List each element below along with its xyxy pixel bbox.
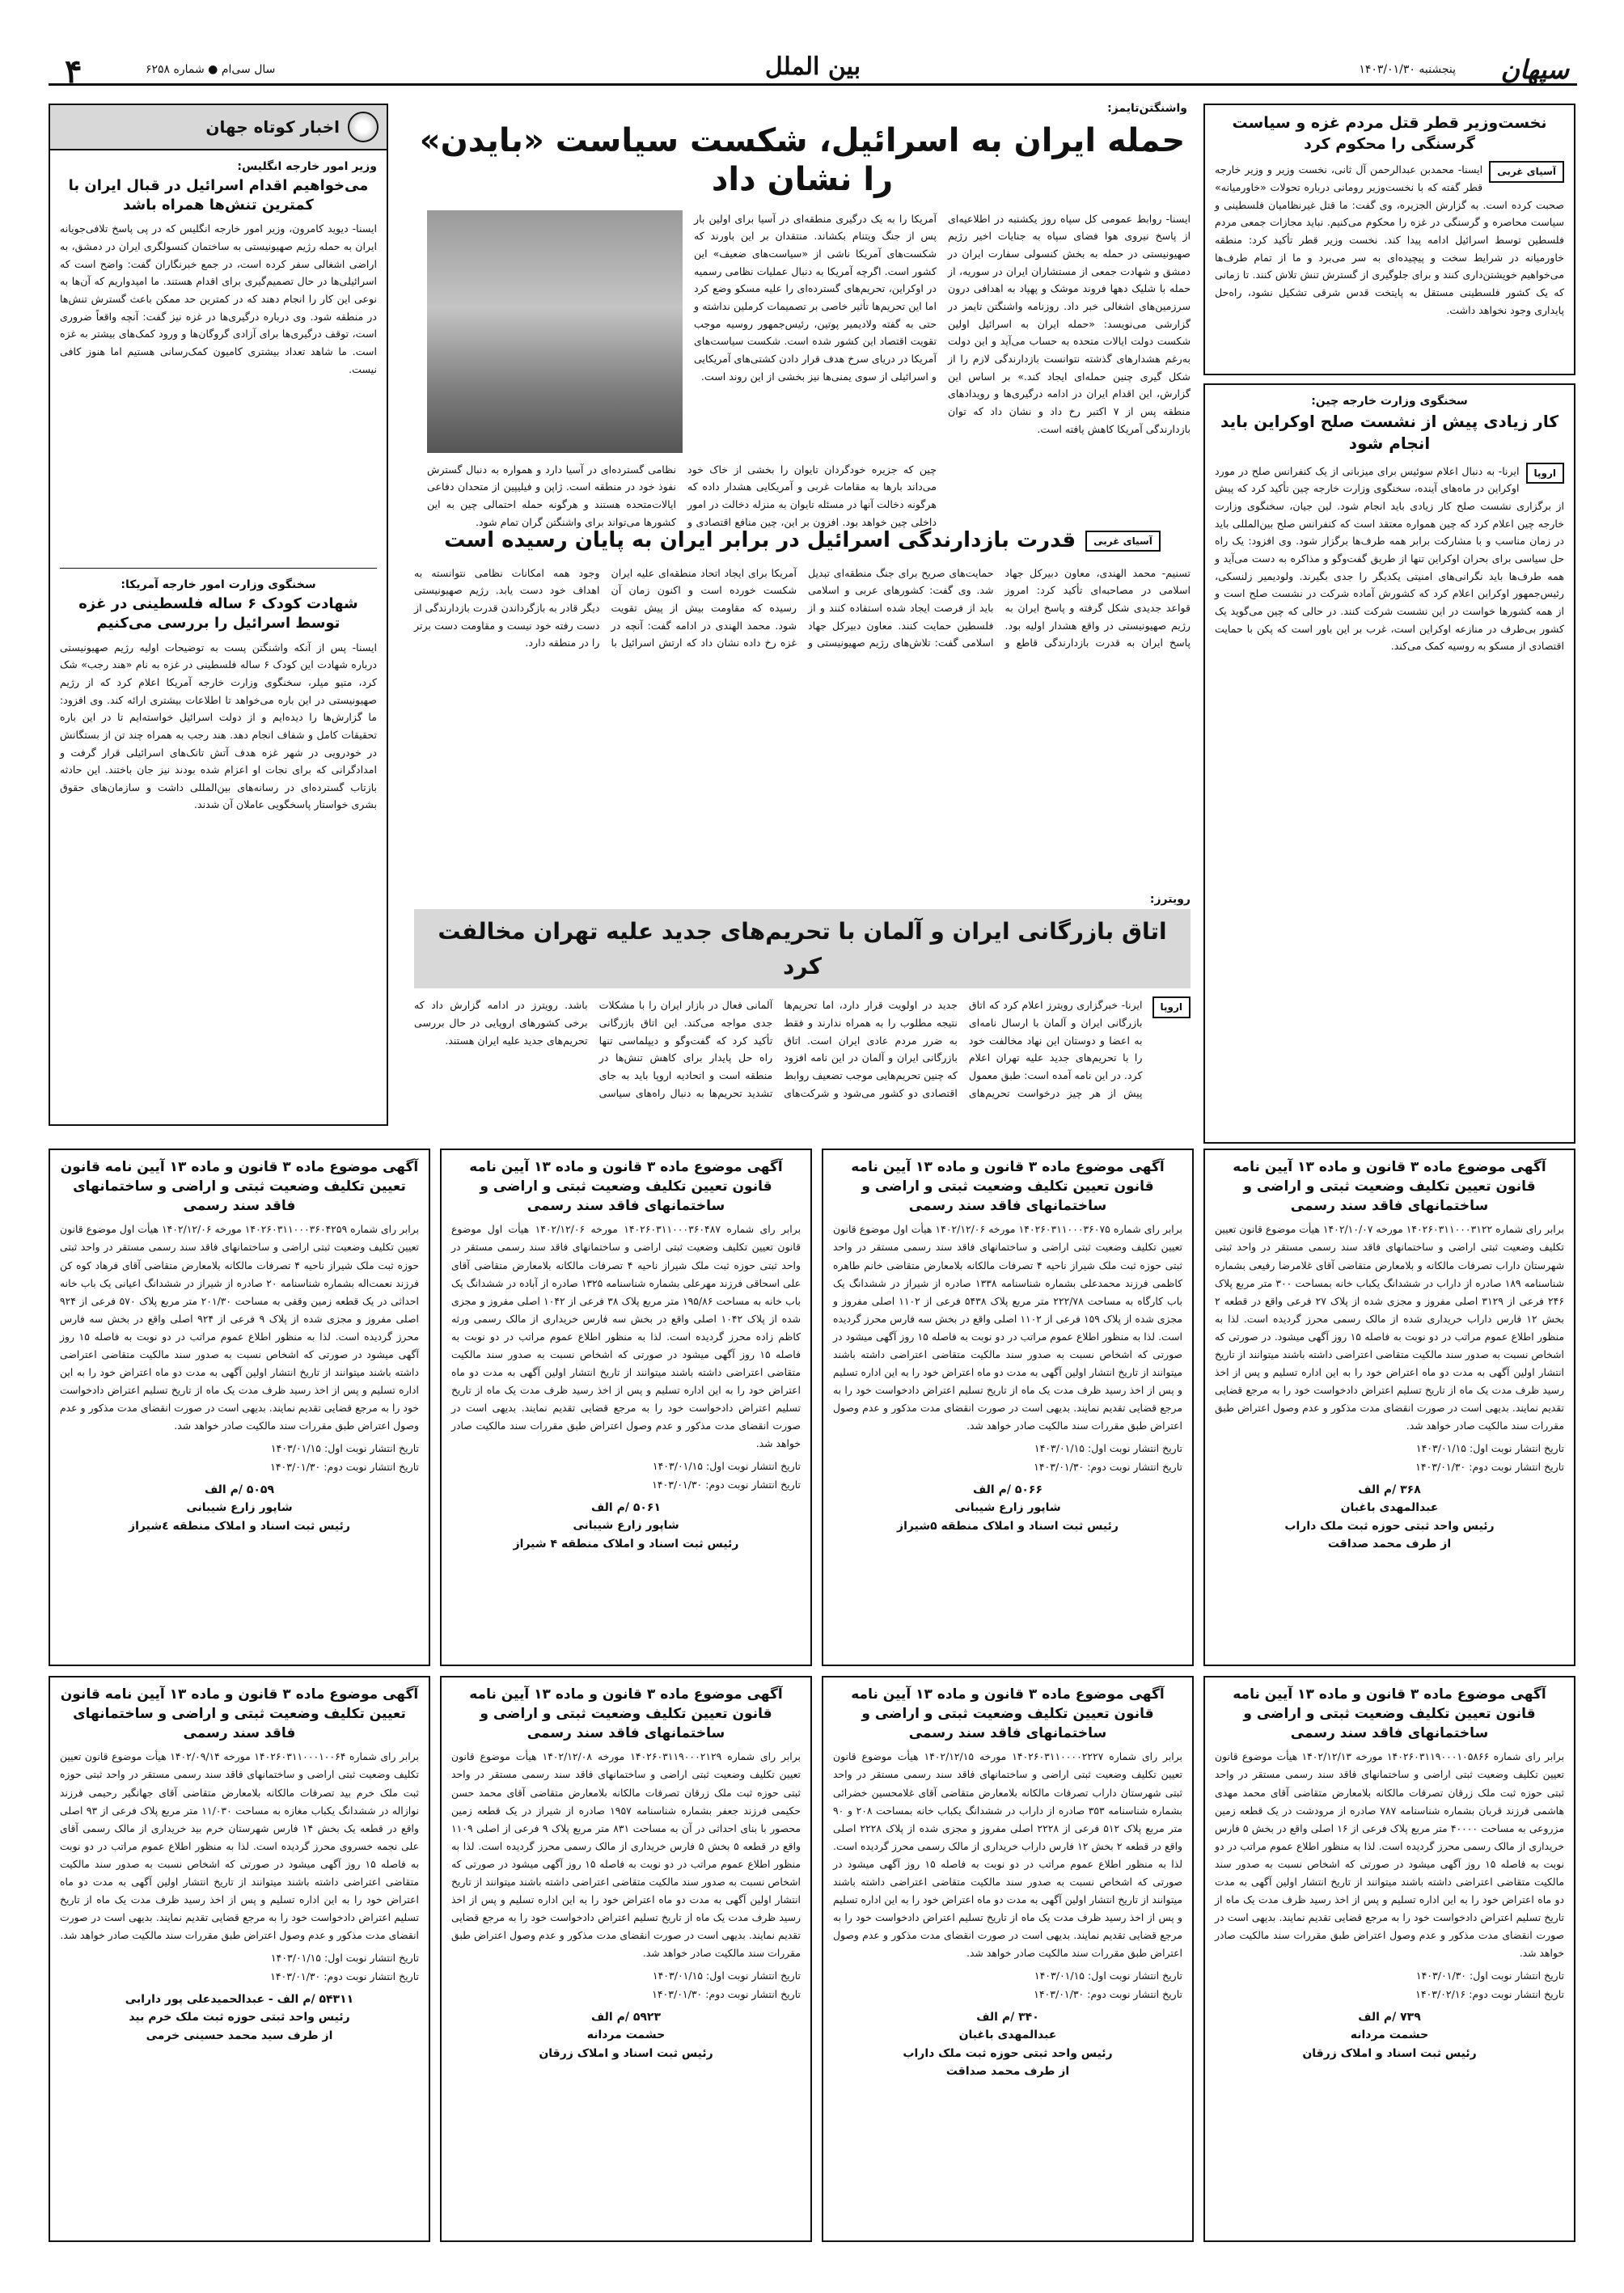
notice-6 <box>822 1676 1194 2242</box>
notice-5-sign3: رئیس ثبت اسناد و املاک زرقان <box>1302 2046 1477 2060</box>
short-news-body2: ایسنا- پس از آنکه واشنگتن پست به توضیحات اولیه رژیم صهیونیستی درباره شهادت این کودک ۶ ساله فلسطینی در غزه به نام «هند رجب» شک کرد، متیو میلر، سخنگوی وزارت خارجه آمریکا اعلام کرد که از رژیم صهیونیستی در این باره می‌خواهد تا اطلاعات بیشتری ارائه کند. وی افزود: ما گزارش‌ها را دیده‌ایم و از دولت اسرائیل خواسته‌ایم تا در این باره تحقیقات کامل و شفاف انجام دهد. هند رجب به همراه چند تن از بستگانش در خودرویی در شهر غزه هدف آتش تانک‌های اسرائیلی قرار گرفت و امدادگرانی که برای نجات او اعزام شده بودند نیز جان باختند. این حادثه بازتاب گسترده‌ای در رسانه‌های بین‌المللی داشت و سازمان‌های حقوق بشری خواستار پاسخگویی عاملان آن شدند. <box>60 641 377 811</box>
notice-2-sign3: رئیس ثبت اسناد و املاک منطقه ۵شیراز <box>897 1519 1119 1533</box>
notice-5-sign2: حشمت مردانه <box>1350 2029 1429 2042</box>
notice-2-date1: تاریخ انتشار نوبت اول: ۱۴۰۳/۰۱/۱۵ <box>1034 1442 1182 1455</box>
notice-7-sign1: ۵۹۲۳ /م الف <box>590 2010 662 2024</box>
short-news-body1: ایسنا- دیوید کامرون، وزیر امور خارجه انگلیس که در پی پاسخ تلافی‌جویانه ایران به حمله رژیم صهیونیستی به ساختمان کنسولگری ایران در دمشق، به اراضی اشغالی سفر کرده است، در جمع خبرنگاران گفت: واضح است که اسرائیلی‌ها در حال تصمیم‌گیری برای اقدام هستند. ما امیدواریم که آن‌ها به نوعی این کار را انجام دهند که در کمترین حد ممکن باعث گسترش تنش‌ها در منطقه شود. وی درباره درگیری‌ها در غزه نیز گفت: آنچه واقعاً ضروری است، توقف درگیری‌ها برای آزادی گروگان‌ها و ورود کمک‌های بیشتر به غزه است. ما شاهد تعداد بیشتری کامیون کمک‌رسانی هستیم اما هنوز کافی نیست. <box>60 222 377 375</box>
short-news-kicker2: سخنگوی وزارت امور خارجه آمریکا: <box>121 578 316 592</box>
notice-5-title: آگهی موضوع ماده ۳ قانون و ماده ۱۳ آیین نامه قانون تعیین تکلیف وضعیت ثبتی و اراضی و ساختمانهای فاقد سند رسمی <box>1233 1686 1546 1741</box>
notice-6-title: آگهی موضوع ماده ۳ قانون و ماده ۱۳ آیین نامه قانون تعیین تکلیف وضعیت ثبتی و اراضی و ساختمانهای فاقد سند رسمی <box>851 1686 1165 1741</box>
notice-2-body: برابر رای شماره ۱۴۰۲۶۰۳۱۱۰۰۰۳۶۰۷۵ مورخه ۱۴۰۲/۱۲/۰۶ هیأت اول موضوع قانون تعیین تکلیف وضعیت ثبتی اراضی و ساختمانهای فاقد سند رسمی مستقر در واحد ثبتی حوزه ثبت ملک شیراز ناحیه ۴ تصرفات مالکانه بلامعارض متقاضی خانم طاهره کاظمی فرزند محمدعلی بشماره شناسنامه ۱۳۳۸ صادره از شیراز در ششدانگ یک باب کارگاه به مساحت ۲۲۲/۷۸ متر مربع پلاک ۵۴۳۸ فرعی از ۱۱۰۲ اصلی مفروز و مجزی شده از پلاک ۱۵۹ فرعی از ۱۱۰۲ اصلی واقع در بخش سه فارس محرز گردیده است. لذا به منظور اطلاع عموم مراتب در دو نوبت به فاصله ۱۵ روز آگهی میشود در صورتی که اشخاص نسبت به صدور سند مالکیت متقاضی اعتراضی داشته باشند میتوانند از تاریخ انتشار اولین آگهی به مدت دو ماه اعتراض خود را به این اداره تسلیم و پس از اخذ رسید ظرف مدت یک ماه از تاریخ تسلیم اعتراض دادخواست خود را به مرجع قضایی تقدیم نمایند. بدیهی است در صورت انقضای مدت مذکور و عدم وصول اعتراض طبق مقررات سند مالکیت صادر خواهد شد. <box>833 1223 1182 1432</box>
notice-1-body: برابر رای شماره ۱۴۰۲۶۰۳۱۱۰۰۰۳۱۲۲ مورخه ۱۴۰۲/۱۰/۰۷ هیأت موضوع قانون تعیین تکلیف وضعیت ثبتی اراضی و ساختمانهای فاقد سند رسمی مستقر در واحد ثبتی شهرستان داراب تصرفات مالکانه و بلامعارض متقاضی آقای غلامرضا رفیعی بشماره شناسنامه ۱۸۹ صادره از داراب در ششدانگ یکباب خانه بمساحت ۳۰۰ متر مربع پلاک ۲۴۶ فرعی از ۳۱۲۹ اصلی مفروز و مجزی شده از پلاک ۲۷ فرعی واقع در قطعه ۲ بخش ۱۲ فارس داراب خریداری شده از مالک رسمی محرز گردیده است. لذا به منظور اطلاع عموم مراتب در دو نوبت به فاصله ۱۵ روز آگهی میشود. در صورتی که اشخاص نسبت به صدور سند مالکیت متقاضی اعتراضی داشته باشند میتوانند از تاریخ انتشار اولین آگهی به مدت دو ماه اعتراض خود را به این اداره تسلیم و پس از اخذ رسید ظرف مدت یک ماه از تاریخ تسلیم اعتراض دادخواست خود را به مرجع قضایی تقدیم نمایند. بدیهی است در صورت انقضای مدت مذکور و عدم وصول اعتراض طبق مقررات سند مالکیت صادر خواهد شد. <box>1215 1223 1565 1432</box>
short-news-title: اخبار کوتاه جهان <box>205 116 340 137</box>
chamber-headline: اتاق بازرگانی ایران و آلمان با تحریم‌های جدید علیه تهران مخالفت کرد <box>414 909 1191 989</box>
notice-7-sign2: حشمت مردانه <box>586 2029 666 2042</box>
page-number: ۴ <box>65 53 82 91</box>
short-news-headline2: شهادت کودک ۶ ساله فلسطینی در غزه توسط اسرائیل را بررسی می‌کنیم <box>78 594 358 632</box>
main-article <box>414 100 1191 528</box>
notice-7-title: آگهی موضوع ماده ۳ قانون و ماده ۱۳ آیین نامه قانون تعیین تکلیف وضعیت ثبتی و اراضی و ساختمانهای فاقد سند رسمی <box>469 1686 783 1741</box>
notice-8-date1: تاریخ انتشار نوبت اول: ۱۴۰۳/۰۱/۱۵ <box>270 1952 419 1965</box>
notice-5-date2: تاریخ انتشار نوبت دوم: ۱۴۰۳/۰۲/۱۶ <box>1415 1987 1564 2000</box>
notice-8-title: آگهی موضوع ماده ۳ قانون و ماده ۱۳ آیین نامه قانون تعیین تکلیف وضعیت ثبتی و اراضی و ساختمانهای فاقد سند رسمی <box>60 1686 419 1741</box>
chamber-body: ایرنا- خبرگزاری رویترز اعلام کرد که اتاق بازرگانی ایران و آلمان با ارسال نامه‌ای به اعضا و دوستان این نهاد مخالفت خود را با تحریم‌های جدید علیه تهران اعلام کرد. در این نامه آمده است: طبق معمول پیش از هر چیز درخواست تحریم‌های جدید در اولویت قرار دارد، اما تحریم‌ها نتیجه مطلوب را به همراه ندارند و فقط به ضرر مردم عادی ایران است. اتاق بازرگانی ایران و آلمان در این نامه افزود که چنین تحریم‌هایی موجب تضعیف روابط اقتصادی دو کشور می‌شود و شرکت‌های آلمانی فعال در بازار ایران را با مشکلات جدی مواجه می‌کند. این اتاق بازرگانی تأکید کرد که گفت‌وگو و دیپلماسی تنها راه حل پایدار برای کاهش تنش‌ها در منطقه است و اتحادیه اروپا باید به جای تشدید تحریم‌ها به دنبال راه‌های سیاسی باشد. رویترز در ادامه گزارش داد که برخی کشورهای اروپایی در حال بررسی تحریم‌های جدید علیه ایران هستند. <box>414 999 1143 1099</box>
main-article-headline: حمله ایران به اسرائیل، شکست سیاست «بایدن» را نشان داد <box>419 121 1186 198</box>
notice-6-date2: تاریخ انتشار نوبت دوم: ۱۴۰۳/۰۱/۳۰ <box>1034 1987 1182 2000</box>
notice-5-body: برابر رای شماره ۱۴۰۲۶۰۳۱۱۹۰۰۰۱۰۵۸۶۶ مورخه ۱۴۰۲/۱۲/۱۳ هیأت موضوع قانون تعیین تکلیف وضعیت ثبتی اراضی و ساختمانهای فاقد سند رسمی مستقر در واحد ثبتی حوزه ثبت ملک زرقان تصرفات مالکانه بلامعارض متقاضی آقای محمد مهدی هاشمی فرزند قربان بشماره شناسنامه ۷۸۷ صادره از مرودشت در یک قطعه زمین مزروعی به مساحت ۴۰۰۰۰ متر مربع پلاک فرعی از ۱۶ اصلی واقع در بخش ۵ فارس خریداری از مالک رسمی محرز گردیده است. لذا به منظور اطلاع عموم مراتب در دو نوبت به فاصله ۱۵ روز آگهی میشود در صورتی که اشخاص نسبت به صدور سند مالکیت متقاضی اعتراضی داشته باشند میتوانند از تاریخ انتشار اولین آگهی به مدت دو ماه اعتراض خود را به این اداره تسلیم و پس از اخذ رسید ظرف مدت یک ماه از تاریخ تسلیم اعتراض دادخواست خود را به مرجع قضایی تقدیم نمایند. بدیهی است در صورت انقضای مدت مذکور و عدم وصول اعتراض طبق مقررات سند مالکیت صادر خواهد شد. <box>1215 1750 1565 1960</box>
notice-4-sign1: ۵۰۵۹ /م الف <box>204 1483 275 1496</box>
notice-8-body: برابر رای شماره ۱۴۰۲۶۰۳۱۱۰۰۰۱۰۰۶۴ مورخه ۱۴۰۲/۰۹/۱۴ هیأت موضوع قانون تعیین تکلیف وضعیت ثبتی اراضی و ساختمانهای فاقد سند رسمی مستقر در واحد ثبتی حوزه ثبت ملک خرم بید تصرفات مالکانه بلامعارض متقاضی آقای جهانگیر رحیمی فرزند نوازاله در ششدانگ یکباب مغازه به مساحت ۱۱/۰۳۰ متر مربع پلاک فرعی از ۹۳ اصلی واقع در قطعه یک بخش ۱۴ فارس شهرستان خرم بید خریداری از مالک رسمی آقای علی نجمه خسروی محرز گردیده است. لذا به منظور اطلاع عموم مراتب در دو نوبت به فاصله ۱۵ روز آگهی میشود در صورتی که اشخاص نسبت به صدور سند مالکیت متقاضی اعتراضی داشته باشند میتوانند از تاریخ انتشار اولین آگهی به مدت دو ماه اعتراض خود را به این اداره تسلیم و پس از اخذ رسید ظرف مدت یک ماه از تاریخ تسلیم اعتراض دادخواست خود را به مرجع قضایی تقدیم نمایند. بدیهی است در صورت انقضای مدت مذکور و عدم وصول اعتراض طبق مقررات سند مالکیت صادر خواهد شد. <box>60 1750 420 1942</box>
notice-1 <box>1203 1149 1575 1666</box>
notice-2-title: آگهی موضوع ماده ۳ قانون و ماده ۱۳ آیین نامه قانون تعیین تکلیف وضعیت ثبتی و اراضی و ساختمانهای فاقد سند رسمی <box>851 1159 1165 1214</box>
section-title: بین الملل <box>764 53 861 81</box>
divider <box>60 568 377 569</box>
notice-2-date2: تاریخ انتشار نوبت دوم: ۱۴۰۳/۰۱/۳۰ <box>1034 1460 1182 1473</box>
notice-6-body: برابر رای شماره ۱۴۰۲۶۰۳۱۱۰۰۰۰۲۲۲۷ مورخه ۱۴۰۲/۱۲/۱۵ هیأت موضوع قانون تعیین تکلیف وضعیت ثبتی اراضی و ساختمانهای فاقد سند رسمی مستقر در واحد ثبتی شهرستان داراب تصرفات مالکانه بلامعارض متقاضی آقای غلامحسین خضرائی بشماره شناسنامه ۳۵۳ صادره از داراب در ششدانگ یکباب خانه بمساحت ۲۰۸ و ۹۰ متر مربع پلاک ۵۱۲ فرعی از ۲۲۲۸ اصلی مفروز و مجزی شده از پلاک ۲۲۲۸ اصلی واقع در قطعه ۲ بخش ۱۲ فارس داراب خریداری از مالک رسمی محرز گردیده است. لذا به منظور اطلاع عموم مراتب در دو نوبت به فاصله ۱۵ روز آگهی میشود در صورتی که اشخاص نسبت به صدور سند مالکیت متقاضی اعتراضی داشته باشند میتوانند از تاریخ انتشار اولین آگهی به مدت دو ماه اعتراض خود را به این اداره تسلیم و پس از اخذ رسید ظرف مدت یک ماه از تاریخ تسلیم اعتراض دادخواست خود را به مرجع قضایی تقدیم نمایند. بدیهی است در صورت انقضای مدت مذکور و عدم وصول اعتراض طبق مقررات سند مالکیت صادر خواهد شد. <box>833 1750 1183 1960</box>
notice-2-sign1: ۵۰۶۶ /م الف <box>972 1483 1043 1496</box>
newspaper-logo: سپهان <box>1500 54 1569 85</box>
notice-6-sign2: عبدالمهدی باغبان <box>958 2029 1057 2042</box>
chamber-tag: اروپا <box>1152 996 1191 1018</box>
page-header <box>49 47 1577 91</box>
notice-4-date1: تاریخ انتشار نوبت اول: ۱۴۰۳/۰۱/۱۵ <box>270 1442 419 1455</box>
notice-2-sign2: شاپور زارع شیبانی <box>954 1501 1061 1515</box>
notice-8-date2: تاریخ انتشار نوبت دوم: ۱۴۰۳/۰۱/۳۰ <box>270 1969 419 1982</box>
notice-1-title: آگهی موضوع ماده ۳ قانون و ماده ۱۳ آیین نامه قانون تعیین تکلیف وضعیت ثبتی و اراضی و ساختمانهای فاقد سند رسمی <box>1233 1159 1546 1214</box>
notice-1-date2: تاریخ انتشار نوبت دوم: ۱۴۰۳/۰۱/۳۰ <box>1415 1460 1564 1473</box>
main-article-col3: چین که جزیره خودگردان تایوان را بخشی از خاک خود می‌داند بارها به مقامات غربی و آمریکایی هشدار داده که هرگونه دخالت آنها در مسئله تایوان به منزله دخالت در امور داخلی چین خواهد بود. افزون بر این، چین منافع اقتصادی و نظامی گسترده‌ای در آسیا دارد و همواره به دنبال گسترش نفوذ خود در منطقه است. ژاپن و فیلیپین از متحدان دفاعی ایالات‌متحده هستند و هرگونه حمله احتمالی چین به این کشورها می‌تواند برای واشنگتن گران تمام شود. <box>427 463 937 528</box>
notice-5 <box>1203 1676 1575 2242</box>
chamber-article <box>414 891 1191 1134</box>
notice-7-date1: تاریخ انتشار نوبت اول: ۱۴۰۳/۰۱/۱۵ <box>652 1969 801 1982</box>
main-article-kicker: واشنگتن‌تایمز: <box>1107 102 1187 115</box>
short-news-kicker1: وزیر امور خارجه انگلیس: <box>237 160 377 173</box>
notice-4-sign2: شاپور زارع شیبانی <box>186 1501 293 1515</box>
main-article-col2: آمریکا را به یک درگیری منطقه‌ای در آسیا برای اولین بار پس از جنگ ویتنام بکشاند. منتقدان بر این باورند که شکست‌های آمریکا ناشی از «سیاست‌های ضعیف» این کشور است. اگرچه آمریکا به دنبال عملیات نظامی رسمیه در اوکراین، تحریم‌های گسترده‌ای را علیه مسکو وضع کرد اما این تحریم‌ها تأثیر خاصی بر تصمیمات کرملین نداشته و حتی به گفته ولادیمیر پوتین، رئیس‌جمهور روسیه موجب تقویت اقتصاد این کشور شده است. شکست سیاست‌های آمریکا در دریای سرخ هدف قرار دادن کشتی‌های آمریکایی و اسرائیلی از سوی یمنی‌ها نیز بخشی از این روند است. <box>694 212 937 383</box>
notice-3-sign3: رئیس ثبت اسناد و املاک منطقه ۴ شیراز <box>513 1537 739 1551</box>
notice-6-sign4: از طرف محمد صداقت <box>945 2065 1070 2078</box>
notice-7-body: برابر رای شماره ۱۴۰۲۶۰۳۱۱۹۰۰۰۲۱۲۹ مورخه ۱۴۰۲/۱۲/۰۸ هیأت موضوع قانون تعیین تکلیف وضعیت ثبتی اراضی و ساختمانهای فاقد سند رسمی مستقر در واحد ثبتی حوزه ثبت ملک زرقان تصرفات مالکانه بلامعارض متقاضی آقای محمد حسن حکیمی فرزند جعفر بشماره شناسنامه ۱۹۵۷ صادره از شیراز در یک قطعه زمین محصور با بنای احداثی در آن به مساحت ۸۳۱ متر مربع پلاک ۹ فرعی از اصلی ۱۱۰۹ واقع در قطعه ۵ بخش ۵ فارس خریداری از مالک رسمی محرز گردیده است. لذا به منظور اطلاع عموم مراتب در دو نوبت به فاصله ۱۵ روز آگهی میشود در صورتی که اشخاص نسبت به صدور سند مالکیت متقاضی اعتراضی داشته باشند میتوانند از تاریخ انتشار اولین آگهی به مدت دو ماه اعتراض خود را به این اداره تسلیم و پس از اخذ رسید ظرف مدت یک ماه از تاریخ تسلیم اعتراض دادخواست خود را به مرجع قضایی تقدیم نمایند. بدیهی است در صورت انقضای مدت مذکور و عدم وصول اعتراض طبق مقررات سند مالکیت صادر خواهد شد. <box>451 1750 801 1960</box>
missile-launch-photo <box>427 210 683 453</box>
main-article-col1: ایسنا- روابط عمومی کل سپاه روز یکشنبه در اطلاعیه‌ای از پاسخ نیروی هوا فضای سپاه به جنایات اخیر رژیم صهیونیستی در حمله به بخش کنسولی سفارت ایران در دمشق و شهادت جمعی از مستشاران ایران در سوریه، از حمله با شلیک دهها فروند موشک و پهپاد به اهدافی درون سرزمین‌های اشغالی خبر داد. روزنامه واشنگتن تایمز در گزارشی می‌نویسد: «حمله ایران به اسرائیل اولین شکست دولت ایالات متحده به حساب می‌آید و این دولت به‌رغم هشدارهای گذشته نتوانست بازدارندگی لازم را از شکل گیری چنین حمله‌ای ایجاد کند.» بر اساس این گزارش، این اقدام ایران در ادامه درگیری‌ها و رویدادهای منطقه پس از ۷ اکتبر رخ داد و نشان داد که توان بازدارندگی آمریکا کاهش یافته است. <box>948 212 1191 435</box>
deterrence-body: تسنیم- محمد الهندی، معاون دبیرکل جهاد اسلامی در مصاحبه‌ای تأکید کرد: امروز قواعد جدیدی شکل گرفته و پاسخ ایران به رژیم صهیونیستی در واقع هشدار اولیه بود. پاسخ ایران به قدرت بازدارندگی قاطع و حمایت‌های صریح برای جنگ منطقه‌ای تبدیل شد. وی گفت: کشور‌های عربی و اسلامی باید از فرصت ایجاد شده استفاده کنند و از فلسطین حمایت کنند. معاون دبیرکل جهاد اسلامی گفت: تلاش‌های رژیم صهیونیستی و آمریکا برای ایجاد اتحاد منطقه‌ای علیه ایران شکست خورده است و اکنون زمان آن رسیده که مقاومت بیش از پیش تقویت شود. محمد الهندی در ادامه گفت: آنچه در غزه رخ داده نشان داد که ارتش اسرائیل با وجود همه امکانات نظامی نتوانسته به اهداف خود دست یابد. رژیم صهیونیستی دیگر قادر به بازگرداندن قدرت بازدارندگی از دست رفته خود نیست و مقاومت دست برتر را در منطقه دارد. <box>414 566 1191 649</box>
issue-date: پنجشنبه ۱۴۰۳/۰۱/۳۰ <box>1359 63 1456 76</box>
notice-1-sign2: عبدالمهدی باغبان <box>1340 1501 1439 1515</box>
notice-1-sign1: ۳۶۸ /م الف <box>1358 1483 1421 1496</box>
news-qatar-headline: نخست‌وزیر قطر قتل مردم غزه و سیاست گرسنگی را محکوم کرد <box>1232 114 1547 153</box>
notice-3-sign2: شاپور زارع شیبانی <box>573 1519 679 1533</box>
notice-6-sign3: رئیس واحد ثبتی حوزه ثبت ملک داراب <box>903 2046 1113 2060</box>
notice-1-date1: تاریخ انتشار نوبت اول: ۱۴۰۳/۰۱/۱۵ <box>1415 1442 1564 1455</box>
notice-3-body: برابر رای شماره ۱۴۰۲۶۰۳۱۱۰۰۰۳۶۰۴۸۷ مورخه ۱۴۰۲/۱۲/۰۶ هیأت اول موضوع قانون تعیین تکلیف وضعیت ثبتی اراضی و ساختمانهای فاقد سند رسمی مستقر در واحد ثبتی حوزه ثبت ملک شیراز ناحیه ۴ تصرفات مالکانه بلامعارض متقاضی آقای علی اسحاقی فرزند مهرعلی بشماره شناسنامه ۱۳۲۵ صادره از آباده در ششدانگ یک باب خانه به مساحت ۱۹۵/۸۶ متر مربع پلاک ۳۸ فرعی از ۱۰۴۲ اصلی مفروز و مجزی شده از پلاک ۱۰۴۲ اصلی واقع در بخش سه فارس خریداری از مالک رسمی ورثه کاظم زاده محرز گردیده است. لذا به منظور اطلاع عموم مراتب در دو نوبت به فاصله ۱۵ روز آگهی میشود در صورتی که اشخاص نسبت به صدور سند مالکیت متقاضی اعتراضی داشته باشند میتوانند از تاریخ انتشار اولین آگهی به مدت دو ماه اعتراض خود را به این اداره تسلیم و پس از اخذ رسید ظرف مدت یک ماه از تاریخ تسلیم اعتراض دادخواست خود را به مرجع قضایی تقدیم نمایند. بدیهی است در صورت انقضای مدت مذکور و عدم وصول اعتراض طبق مقررات سند مالکیت صادر خواهد شد. <box>451 1223 801 1450</box>
notice-2 <box>822 1149 1194 1666</box>
globe-icon <box>348 112 379 142</box>
notice-7 <box>440 1676 812 2242</box>
notice-8-sign3: از طرف سید محمد حسینی خرمی <box>146 2029 333 2042</box>
notice-4-date2: تاریخ انتشار نوبت دوم: ۱۴۰۳/۰۱/۳۰ <box>270 1460 419 1473</box>
notice-1-sign3: رئیس واحد ثبتی حوزه ثبت ملک داراب <box>1284 1519 1495 1533</box>
news-qatar-tag: آسیای غربی <box>1489 161 1564 183</box>
short-news-headline1: می‌خواهیم اقدام اسرائیل در قبال ایران با کمترین تنش‌ها همراه باشد <box>68 176 369 214</box>
notice-3-sign1: ۵۰۶۱ /م الف <box>590 1500 662 1514</box>
notice-7-sign3: رئیس ثبت اسناد و املاک زرقان <box>539 2046 713 2060</box>
news-china-box <box>1203 383 1575 1144</box>
issue-number: سال سی‌ام ● شماره ۶۲۵۸ <box>146 63 276 76</box>
news-china-body: ایرنا- به دنبال اعلام سوئیس برای میزبانی از یک کنفرانس صلح در مورد اوکراین در ماه‌های آینده، سخنگوی وزارت خارجه چین تأکید کرد که پیش از برگزاری نشست صلح کار زیادی باید انجام شود. لین جیان، سخنگوی وزارت خارجه چین اعلام کرد که چین همواره معتقد است که کنفرانس صلح بین‌المللی باید در زمان مناسب و با مشارکت برابر همه طرف‌ها برگزار شود. وی افزود: یک راه حل سیاسی برای بحران اوکراین تنها از طریق گفت‌وگو و مذاکره به دست می‌آید و همه طرف‌ها باید نگرانی‌های امنیتی یکدیگر را جدی بگیرند. ولودیمیر زلنسکی، رئیس‌جمهور اوکراین اعلام کرد که کشورش آماده شرکت در نشست صلح است و از همه کشورها خواست در این نشست شرکت کنند. در حالی که چین می‌گوید یک کشور بی‌طرف در منازعه اوکراین است، غرب بر این باور است که پکن با حمایت اقتصادی از مسکو به روسیه کمک می‌کند. <box>1215 464 1564 653</box>
deterrence-headline: قدرت بازدارندگی اسرائیل در برابر ایران به پایان رسیده است <box>444 528 1076 552</box>
notice-3-date1: تاریخ انتشار نوبت اول: ۱۴۰۳/۰۱/۱۵ <box>652 1460 801 1473</box>
news-china-kicker: سخنگوی وزارت خارجه چین: <box>1311 395 1468 408</box>
news-qatar-body: ایسنا- محمدبن عبدالرحمن آل ثانی، نخست وزیر و وزیر خارجه قطر گفته که با نخست‌وزیر رومانی درباره تحولات «خاورمیانه» صحبت کرده است. به گزارش الجزیره، وی گفت: ما قتل غیرنظامیان فلسطینی و سیاست محاصره و گرسنگی در غزه را محکوم می‌کنیم. نباید مجازات جمعی مردم فلسطین توسط اسرائیل ادامه پیدا کند. نخست وزیر قطر تأکید کرد: منطقه خاورمیانه در شرایط سخت و پیچیده‌ای به سر می‌برد و ما از تمام طرف‌ها می‌خواهیم خویشتن‌داری کنند و برای جلوگیری از گسترش تنش تلاش کنند. تا زمانی که یک کشور فلسطینی مستقل به پایتخت قدس شرقی تشکیل نشود، راه‌حل پایداری وجود نخواهد داشت. <box>1215 163 1564 316</box>
deterrence-article <box>414 527 1191 883</box>
notice-5-sign1: ۷۳۹ /م الف <box>1358 2010 1421 2024</box>
notice-1-sign4: از طرف محمد صداقت <box>1327 1538 1452 1551</box>
news-china-tag: اروپا <box>1526 463 1565 484</box>
news-china-headline: کار زیادی پیش از نشست صلح اوکراین باید انجام شود <box>1220 411 1558 453</box>
notice-3-date2: تاریخ انتشار نوبت دوم: ۱۴۰۳/۰۱/۳۰ <box>652 1478 801 1491</box>
short-news-box <box>49 104 388 1126</box>
notice-6-date1: تاریخ انتشار نوبت اول: ۱۴۰۳/۰۱/۱۵ <box>1034 1969 1182 1982</box>
notice-8-sign2: رئیس واحد ثبتی حوزه ثبت ملک خرم بید <box>129 2011 350 2024</box>
notice-5-date1: تاریخ انتشار نوبت اول: ۱۴۰۳/۰۱/۳۰ <box>1415 1969 1564 1982</box>
notice-4 <box>49 1149 430 1666</box>
notice-8-sign1: ۵۴۳۱۱ /م الف - عبدالحمیدعلی پور دارابی <box>125 1992 354 2006</box>
notice-4-body: برابر رای شماره ۱۴۰۲۶۰۳۱۱۰۰۰۳۶۰۴۲۵۹ مورخه ۱۴۰۲/۱۲/۰۶ هیأت اول موضوع قانون تعیین تکلیف وضعیت ثبتی اراضی و ساختمانهای فاقد سند رسمی مستقر در واحد ثبتی حوزه ثبت ملک شیراز ناحیه ۴ تصرفات مالکانه بلامعارض متقاضی آقای فرهاد کوه کن فرزند نعمت‌اله بشماره شناسنامه ۲۰ صادره از شیراز در ششدانگ اعیانی یک باب خانه احداثی در یک قطعه زمین وقفی به مساحت ۲۰۱/۳۰ متر مربع پلاک ۵۷۰ فرعی از ۹۲۴ اصلی مفروز و مجزی شده از پلاک ۹ فرعی از ۹۲۴ اصلی واقع در بخش سه فارس محرز گردیده است. لذا به منظور اطلاع عموم مراتب در دو نوبت به فاصله ۱۵ روز آگهی میشود در صورتی که اشخاص نسبت به صدور سند مالکیت متقاضی اعتراضی داشته باشند میتوانند از تاریخ انتشار اولین آگهی به مدت دو ماه اعتراض خود را به این اداره تسلیم و پس از اخذ رسید ظرف مدت یک ماه از تاریخ تسلیم اعتراض دادخواست خود را به مرجع قضایی تقدیم نمایند. بدیهی است در صورت انقضای مدت مذکور و عدم وصول اعتراض طبق مقررات سند مالکیت صادر خواهد شد. <box>60 1223 420 1432</box>
notice-3 <box>440 1149 812 1666</box>
notice-4-title: آگهی موضوع ماده ۳ قانون و ماده ۱۳ آیین نامه قانون تعیین تکلیف وضعیت ثبتی و اراضی و ساختمانهای فاقد سند رسمی <box>60 1159 419 1214</box>
notice-8 <box>49 1676 430 2242</box>
chamber-kicker: رویترز: <box>1149 893 1191 906</box>
news-qatar-box <box>1203 104 1575 375</box>
deterrence-tag: آسیای غربی <box>1085 531 1161 552</box>
notice-4-sign3: رئیس ثبت اسناد و املاک منطقه ٤شیراز <box>129 1519 350 1533</box>
notice-3-title: آگهی موضوع ماده ۳ قانون و ماده ۱۳ آیین نامه قانون تعیین تکلیف وضعیت ثبتی و اراضی و ساختمانهای فاقد سند رسمی <box>469 1159 783 1214</box>
notice-7-date2: تاریخ انتشار نوبت دوم: ۱۴۰۳/۰۱/۳۰ <box>652 1987 801 2000</box>
notice-6-sign1: ۳۴۰ /م الف <box>976 2010 1039 2024</box>
